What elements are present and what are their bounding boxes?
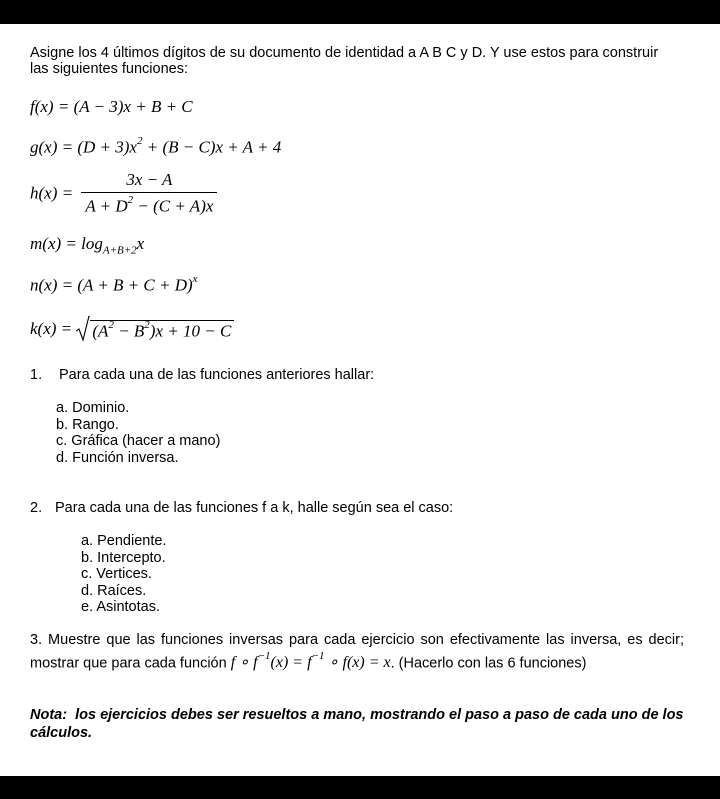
radicand-a: (A [92,322,109,341]
note-text: los ejercicios debes ser resueltos a mano, mostrando el paso a paso de cada uno de los cálculos. [30,707,684,741]
list-item: b. Intercepto. [81,549,166,566]
document-page [0,24,720,776]
q3-text-a: 3. Muestre que las funciones inversas para cada ejercicio son efectivamente las inversa, es decir; mostrar que para cada función [30,632,684,671]
function-n-left: n(x) = (A + B + C + D) [30,275,193,295]
function-f-text: f(x) = (A − 3)x + B + C [30,97,193,116]
function-f [30,97,193,117]
radicand-exp-a: 2 [108,319,114,332]
q1-text: Para cada una de las funciones anteriores hallar: [59,367,375,383]
radical-icon [76,316,90,342]
function-n-exponent: x [192,273,198,285]
sqrt-symbol [76,316,234,342]
function-k [30,316,234,342]
q3-formula-b: (x) = f [270,653,312,671]
function-m-left: m(x) = log [30,234,103,253]
q1-list [56,400,220,466]
radicand-b: − B [113,322,145,341]
function-h-den-exponent: 2 [127,194,134,206]
function-h-fraction [81,170,217,217]
q3-paragraph [30,632,684,672]
function-m-base: A+B+2 [102,244,137,257]
q2-number: 2. [30,500,43,516]
list-item: a. Pendiente. [81,533,167,549]
note-label: Nota: [30,707,68,723]
list-item: c. Gráfica (hacer a mano) [56,433,221,449]
function-h-den-b: − (C + A)x [133,196,214,216]
radicand-c: )x + 10 − C [149,322,232,341]
list-item: b. Rango. [56,416,119,433]
q3-text-b: . (Hacerlo con las 6 funciones) [390,654,587,671]
list-item: e. Asintotas. [81,599,160,615]
function-h-den-a: A + D [85,196,128,216]
intro-text: Asigne los 4 últimos dígitos de su documento de identidad a A B C y D. Y use estos para construir las siguientes funciones: [30,45,659,77]
function-g-left: g(x) = (D + 3)x [30,137,137,157]
function-n [30,275,198,296]
list-item: d. Función inversa. [56,449,179,466]
list-item: d. Raíces. [81,582,147,599]
q3-formula-sup: −1 [257,649,271,662]
function-h-denominator [81,193,217,217]
radicand [90,320,234,342]
function-g-exponent: 2 [136,135,143,147]
function-g-right: + (B − C)x + A + 4 [142,137,282,157]
q1-number: 1. [30,367,43,383]
function-m [30,234,144,256]
function-m-right: x [136,234,145,253]
q3-formula-a: f ∘ f [230,653,258,671]
radicand-exp-b: 2 [144,319,150,332]
function-g [30,137,281,158]
q2-text: Para cada una de las funciones f a k, halle según sea el caso: [55,500,454,516]
function-h-numerator: 3x − A [81,170,217,193]
function-h-left: h(x) = [30,183,74,203]
q3-formula [230,649,391,671]
function-k-left: k(x) = [30,319,73,338]
function-h [30,170,217,217]
note-paragraph [30,707,684,742]
q3-formula-sup-2: −1 [311,649,325,662]
q3-formula-c: ∘ f(x) = x [324,653,391,671]
q2-list [81,533,166,616]
list-item: c. Vertices. [81,566,152,582]
list-item: a. Dominio. [56,400,130,416]
